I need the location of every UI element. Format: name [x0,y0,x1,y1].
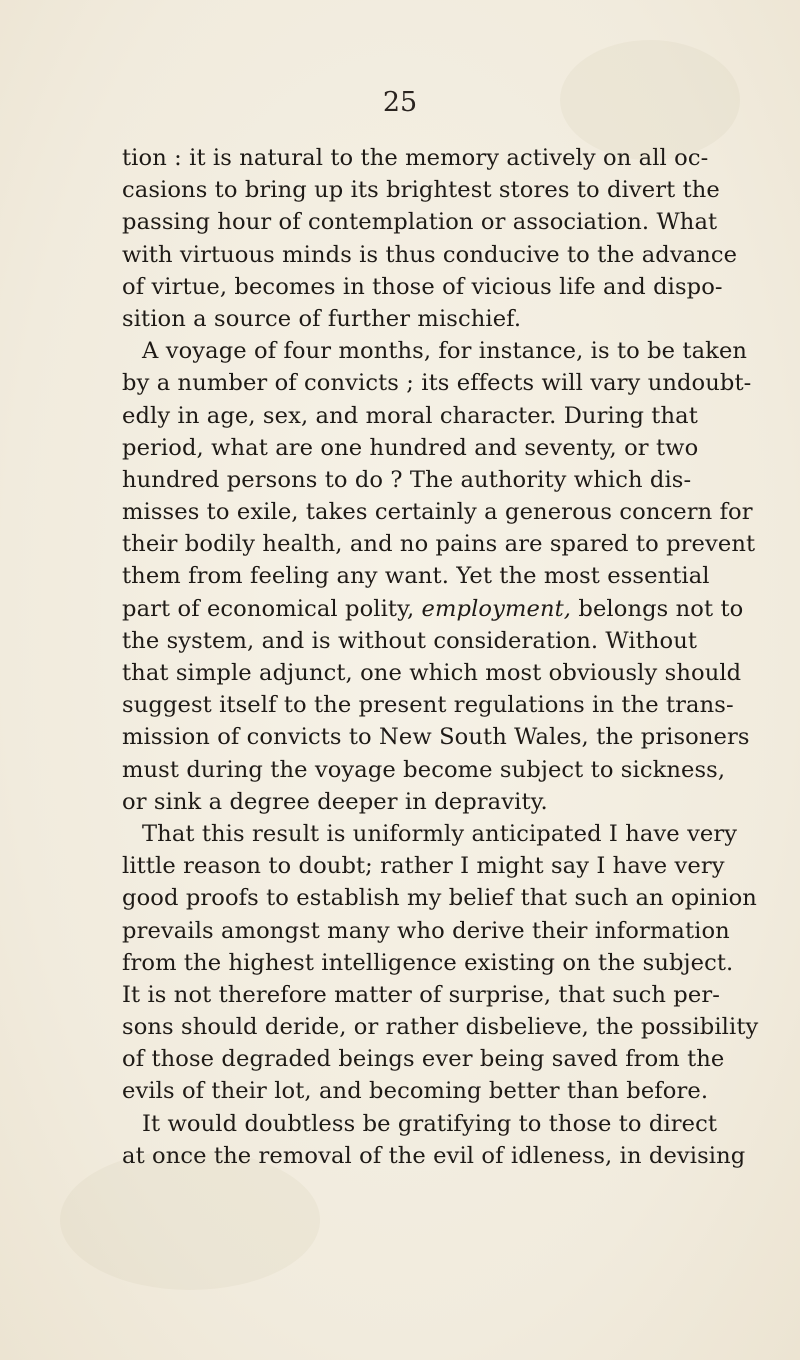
text-line: hundred persons to do ? The authority which dis- [122,466,692,493]
text-line: misses to exile, takes certainly a generous concern for [122,499,753,526]
text-line: mission of convicts to New South Wales, the prisoners [122,724,750,751]
italic-word: employment, [421,595,572,622]
text-line: the system, and is without consideration. Without [122,627,698,654]
text-line: sition a source of further mischief. [122,305,522,332]
text-line: little reason to doubt; rather I might say I have very [122,853,725,880]
text-line: must during the voyage become subject to sickness, [122,756,726,783]
text-line: of those degraded beings ever being saved from the [122,1046,725,1073]
text-line: them from feeling any want. Yet the most essential [122,563,710,590]
text-line: A voyage of four months, for instance, is to be taken [142,338,748,365]
text-line: or sink a degree deeper in depravity. [122,788,548,815]
text-line: passing hour of contemplation or association. What [122,209,718,236]
text-line: suggest itself to the present regulations in the trans- [122,692,734,719]
text-line [122,593,744,625]
text-line: prevails amongst many who derive their information [122,917,730,944]
text-run: part of economical polity, [122,595,422,622]
text-run: belongs not to [571,595,744,622]
text-line: by a number of convicts ; its effects will vary undoubt- [122,370,752,397]
text-line: That this result is uniformly anticipated I have very [142,820,738,847]
text-line: good proofs to establish my belief that such an opinion [122,885,757,912]
text-line: with virtuous minds is thus conducive to the advance [122,241,738,268]
text-line: It is not therefore matter of surprise, that such per- [122,981,720,1008]
text-line: tion : it is natural to the memory actively on all oc- [122,145,709,171]
text-line: their bodily health, and no pains are spared to prevent [122,531,756,558]
text-line: that simple adjunct, one which most obviously should [122,660,742,686]
body-text [122,142,759,1172]
text-line: of virtue, becomes in those of vicious life and dispo- [122,273,723,300]
text-line: at once the removal of the evil of idleness, in devising [122,1142,746,1169]
text-line: evils of their lot, and becoming better than before. [122,1078,709,1105]
text-line: period, what are one hundred and seventy, or two [122,434,699,461]
text-line: It would doubtless be gratifying to those to direct [142,1110,718,1137]
page-number: 25 [382,87,418,118]
text-line: edly in age, sex, and moral character. During that [122,402,698,429]
text-line: from the highest intelligence existing on the subject. [122,949,734,976]
text-line: sons should deride, or rather disbelieve, the possibility [122,1014,759,1041]
text-line: casions to bring up its brightest stores to divert the [122,177,720,204]
